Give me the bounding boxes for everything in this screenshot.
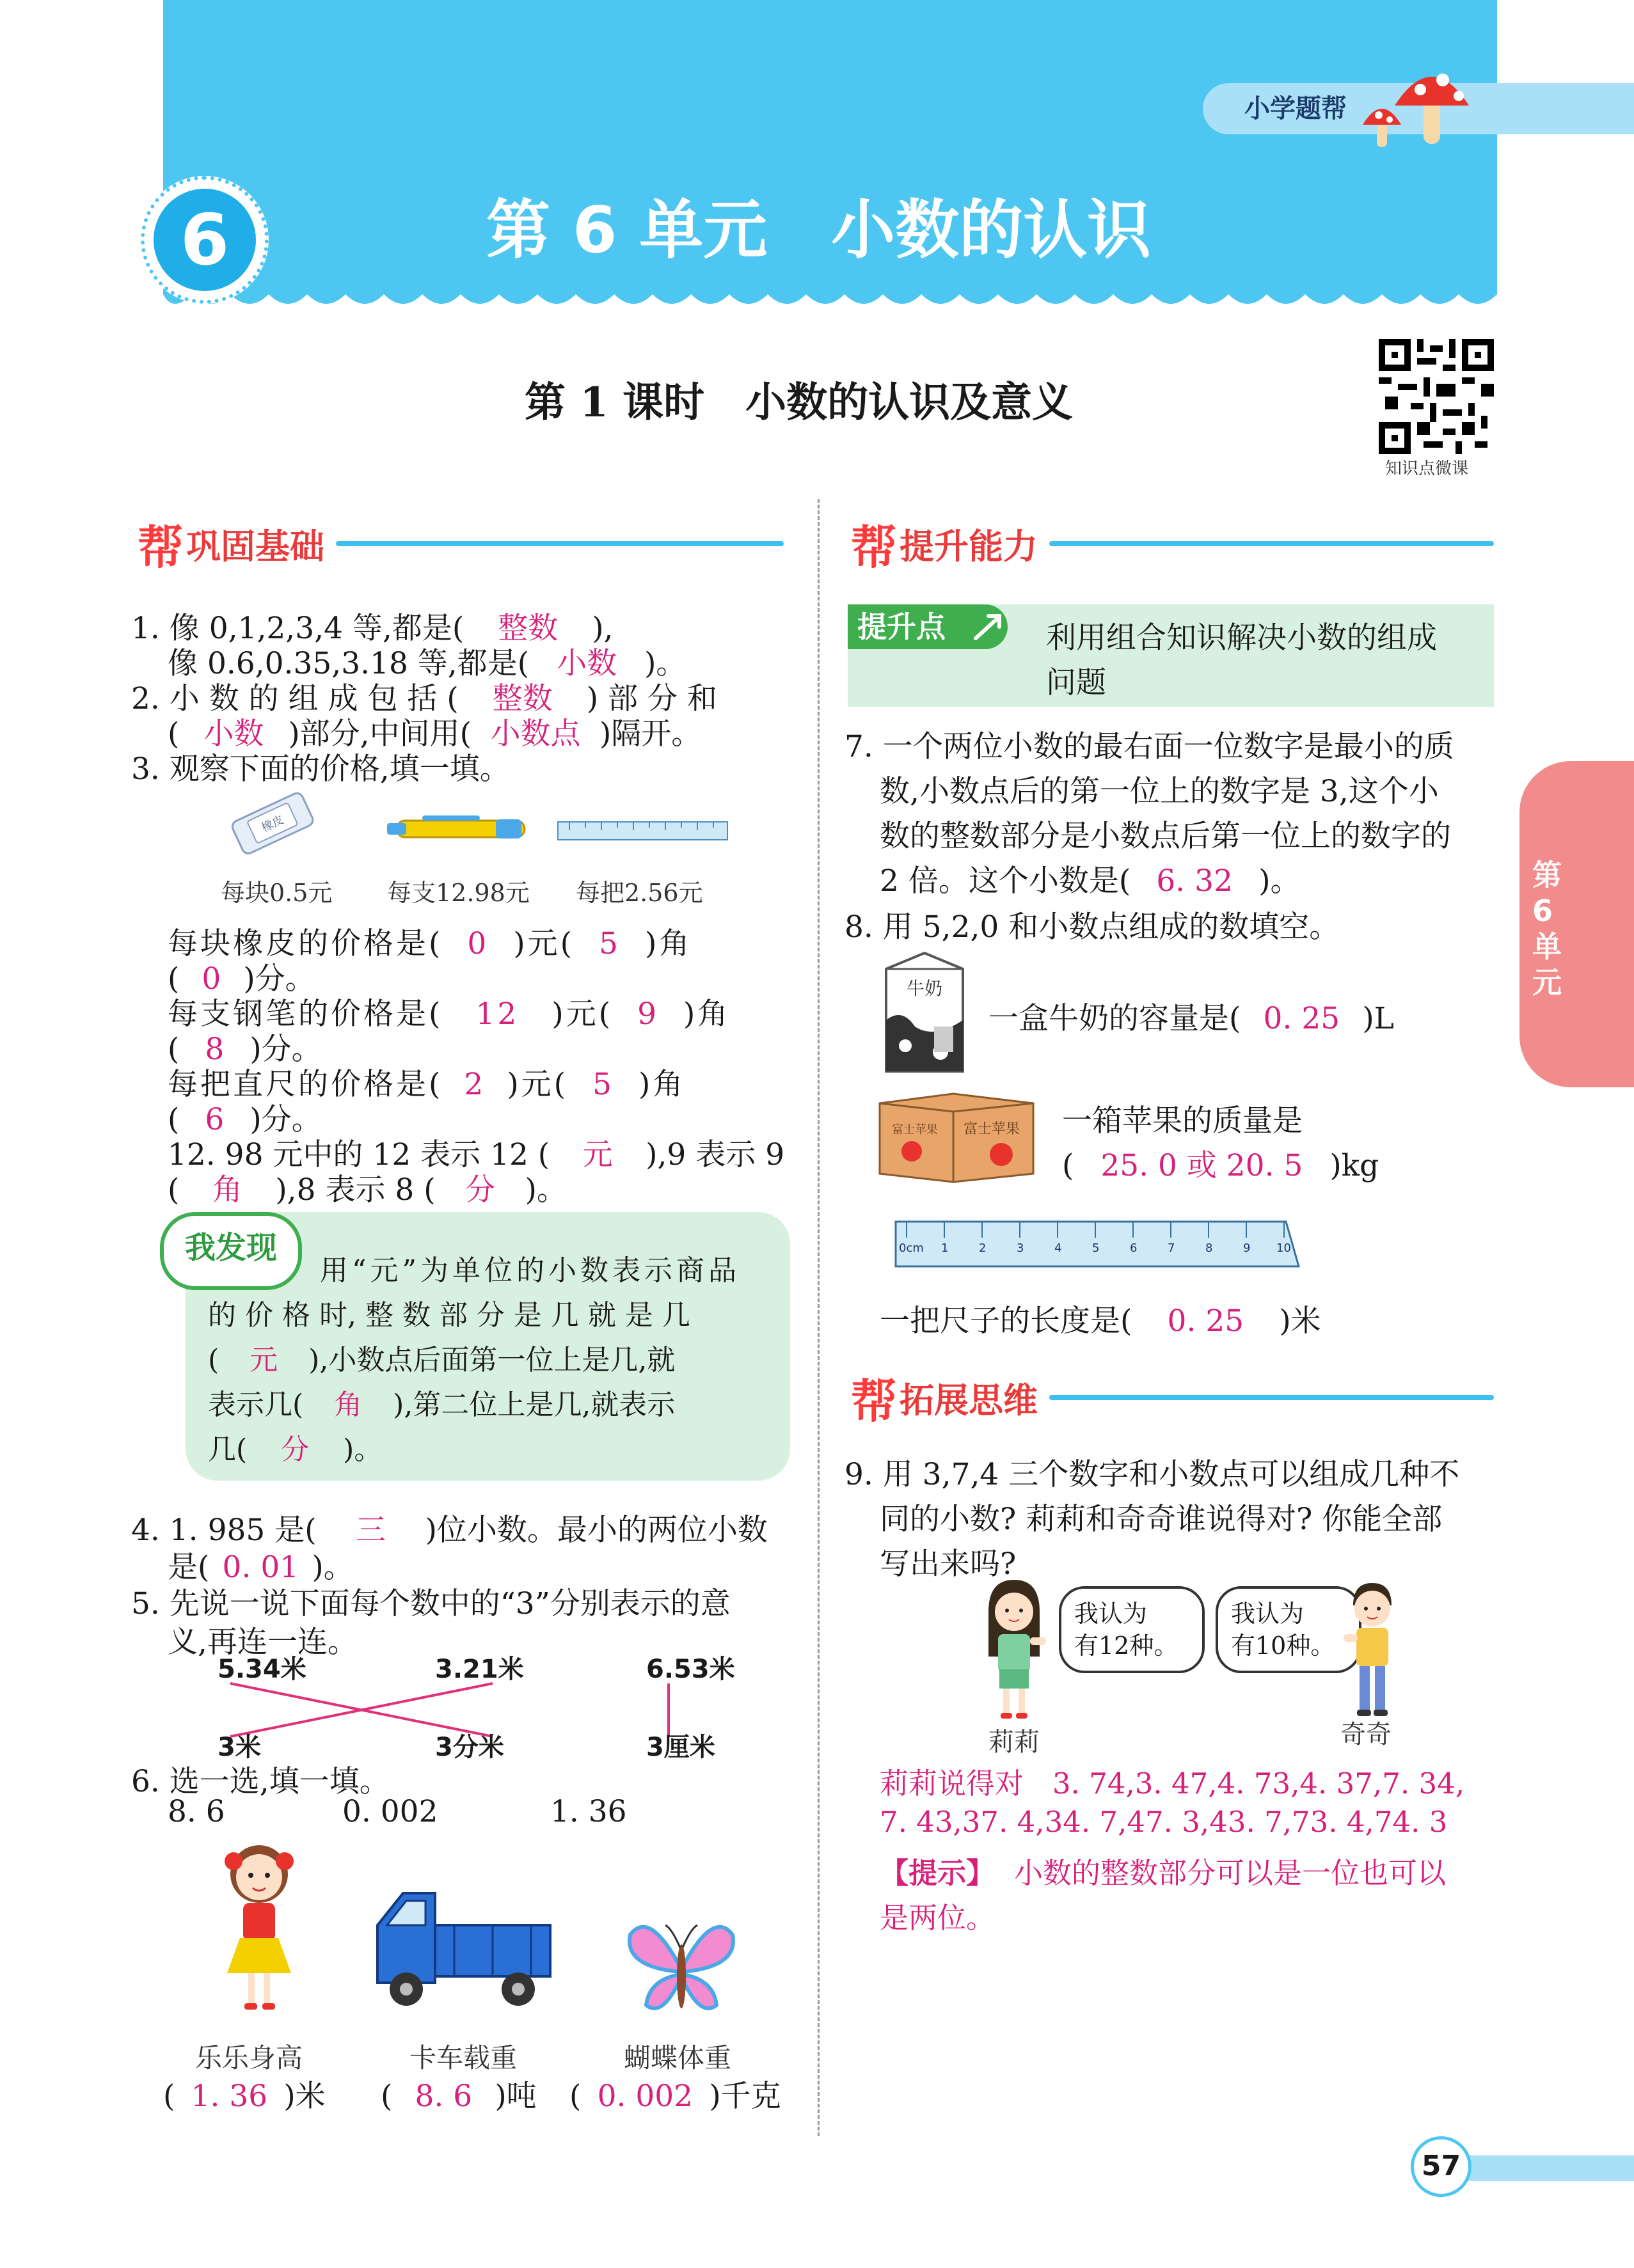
- q6-answer-2: ( 8. 6 )吨: [381, 2079, 537, 2114]
- q7-line4: 2 倍。这个小数是( 6. 32 )。: [880, 863, 1301, 899]
- q8-apple-line1: 一箱苹果的质量是: [1062, 1103, 1303, 1138]
- lesson-title: 第 1 课时 小数的认识及意义: [525, 379, 1074, 427]
- apple-box-icon: [876, 1087, 1036, 1183]
- answer: 小数点: [490, 716, 581, 752]
- q5-bottom-1: 3米: [218, 1733, 261, 1762]
- q3-pen-line2: ( 8 )分。: [168, 1032, 322, 1067]
- q6-answer-3: ( 0. 002 )千克: [569, 2079, 781, 2114]
- section-line: [336, 541, 784, 546]
- truck-icon: [365, 1887, 557, 2015]
- section-improve-header: [851, 508, 1494, 579]
- discover-label: 我发现: [160, 1212, 302, 1290]
- q9-line2: 同的小数? 莉莉和奇奇谁说得对? 你能全部: [880, 1502, 1443, 1537]
- ruler-tick: 4: [1054, 1241, 1062, 1255]
- qiqi-name: 奇奇: [1340, 1720, 1392, 1749]
- section-line: [1049, 1395, 1494, 1400]
- ruler-icon: [557, 819, 729, 844]
- section-badge: 帮: [851, 1374, 898, 1428]
- ruler-tick: 5: [1092, 1241, 1100, 1255]
- qr-caption: 知识点微课: [1385, 459, 1469, 478]
- ruler-tick: 6: [1130, 1241, 1138, 1255]
- banner-wave: [163, 275, 1497, 320]
- lili-icon: [979, 1580, 1049, 1721]
- section-badge: 帮: [851, 521, 898, 574]
- answer: 分: [465, 1172, 496, 1208]
- answer: 0. 002: [597, 2079, 694, 2114]
- tip-label: 提升点: [848, 604, 1008, 649]
- q7-line2: 数,小数点后的第一位上的数字是 3,这个小: [880, 774, 1439, 809]
- q3-ruler-line: 每把直尺的价格是( 2 )元( 5 )角: [168, 1067, 686, 1102]
- unit-title: 第 6 单元 小数的认识: [486, 193, 1152, 267]
- q5-line2: 义,再连一连。: [168, 1625, 358, 1660]
- section-badge: 帮: [138, 521, 184, 574]
- answer: 5: [599, 926, 621, 961]
- q3-ruler-line2: ( 6 )分。: [168, 1102, 322, 1137]
- answer: 12: [475, 996, 520, 1032]
- q5-line1: 5. 先说一说下面每个数中的“3”分别表示的意: [131, 1586, 731, 1621]
- answer: 25. 0 或 20. 5: [1100, 1148, 1303, 1183]
- q1-line2: 像 0.6,0.35,3.18 等,都是( 小数 )。: [168, 640, 686, 682]
- q3-meaning-line2: ( 角 ),8 表示 8 ( 分 )。: [168, 1166, 567, 1209]
- ruler-tick: 7: [1168, 1241, 1175, 1255]
- answer: 元: [582, 1137, 613, 1172]
- brand-name: 小学题帮: [1244, 94, 1347, 123]
- lili-name: 莉莉: [988, 1728, 1040, 1757]
- q4-line1: 4. 1. 985 是( 三 )位小数。最小的两位小数: [131, 1506, 768, 1549]
- q9-answer-line2: 7. 43,37. 4,34. 7,47. 3,43. 7,73. 4,74. 3: [880, 1805, 1448, 1839]
- tip-l1: 利用组合知识解决小数的组成: [1046, 620, 1437, 656]
- eraser-caption: 每块0.5元: [221, 879, 333, 907]
- answer: 整数: [498, 611, 559, 646]
- q9-hint-line2: 是两位。: [880, 1901, 995, 1935]
- section-line: [1049, 541, 1494, 546]
- answer: 1. 36: [191, 2079, 268, 2114]
- q6-option-1: 8. 6: [168, 1794, 225, 1829]
- answer: 三: [356, 1513, 386, 1548]
- ruler-caption: 每把2.56元: [576, 879, 703, 907]
- qr-code-icon[interactable]: [1379, 339, 1494, 454]
- q8-milk-line: 一盒牛奶的容量是( 0. 25 )L: [988, 1001, 1394, 1036]
- mushroom-icon: [1356, 61, 1478, 150]
- arrow-icon: [972, 613, 1004, 642]
- q8-apple-line2: ( 25. 0 或 20. 5 )kg: [1062, 1142, 1379, 1185]
- column-divider: [818, 499, 820, 2136]
- answer: 元: [250, 1344, 278, 1376]
- ruler-tick: 0cm: [899, 1241, 924, 1255]
- milk-carton-icon: [876, 950, 972, 1078]
- q7-line1: 7. 一个两位小数的最右面一位数字是最小的质: [845, 729, 1454, 764]
- q4-line2: 是( 0. 01 )。: [168, 1550, 354, 1585]
- answer: 角: [334, 1389, 363, 1421]
- ruler-tick: 8: [1205, 1241, 1213, 1255]
- qiqi-speech-bubble: 我认为 有10种。: [1216, 1586, 1361, 1673]
- answer: 0: [202, 961, 221, 996]
- answer: 8: [205, 1032, 225, 1067]
- q9-line3: 写出来吗?: [880, 1547, 1017, 1582]
- unit-number: 6: [180, 199, 230, 281]
- hint-label: 【提示】: [880, 1856, 995, 1890]
- lili-speech-bubble: 我认为 有12种。: [1059, 1586, 1205, 1673]
- butterfly-icon: [624, 1916, 739, 2024]
- answer: 5: [592, 1067, 614, 1102]
- q6-answer-1: ( 1. 36 )米: [163, 2079, 326, 2114]
- answer: 6: [205, 1102, 225, 1137]
- answer: 小数: [557, 646, 617, 681]
- box-label: 富士苹果: [892, 1123, 938, 1137]
- section-name: 拓展思维: [900, 1380, 1038, 1421]
- q9-hint-line1: 【提示】 小数的整数部分可以是一位也可以: [880, 1856, 1447, 1890]
- ruler-tick: 2: [979, 1241, 987, 1255]
- tip-l2: 问题: [1046, 665, 1106, 700]
- ruler-tick: 3: [1017, 1241, 1024, 1255]
- q5-top-2: 3.21米: [435, 1655, 524, 1684]
- answer: 0: [467, 926, 489, 961]
- section-extend-header: [851, 1362, 1494, 1433]
- answer: 6. 32: [1156, 863, 1233, 899]
- q6-caption-3: 蝴蝶体重: [624, 2042, 732, 2074]
- q3-eraser-line2: ( 0 )分。: [168, 961, 315, 996]
- q2-line2: ( 小数 )部分,中间用( 小数点 )隔开。: [168, 710, 701, 753]
- ruler-tick: 9: [1243, 1241, 1251, 1255]
- section-basic-header: [138, 508, 784, 579]
- qiqi-icon: [1340, 1580, 1404, 1721]
- q3-pen-line: 每支钢笔的价格是( 12 )元( 9 )角: [168, 996, 731, 1032]
- page-number: 57: [1411, 2136, 1471, 2197]
- discover-l3: ( 元 ),小数点后面第一位上是几,就: [208, 1337, 675, 1378]
- box-label: 富士苹果: [963, 1121, 1020, 1137]
- pen-icon: [384, 809, 537, 847]
- answer: 小数: [203, 716, 264, 752]
- q8-ruler-line: 一把尺子的长度是( 0. 25 )米: [880, 1303, 1321, 1339]
- q2-line1: 2. 小 数 的 组 成 包 括 ( 整数 ) 部 分 和: [131, 675, 717, 718]
- answer: 2: [464, 1067, 486, 1102]
- discover-l2: 的 价 格 时, 整 数 部 分 是 几 就 是 几: [208, 1299, 690, 1332]
- answer: 0. 01: [222, 1550, 299, 1585]
- q6-caption-2: 卡车载重: [409, 2042, 518, 2074]
- discover-l5: 几( 分 )。: [208, 1426, 382, 1467]
- q1-line1: 1. 像 0,1,2,3,4 等,都是( 整数 ),: [131, 604, 614, 647]
- answer: 角: [212, 1172, 242, 1208]
- q3-stem: 3. 观察下面的价格,填一填。: [131, 752, 510, 787]
- q5-bottom-3: 3厘米: [646, 1733, 715, 1762]
- q3-meaning-line: 12. 98 元中的 12 表示 12 ( 元 ),9 表示 9: [168, 1131, 784, 1174]
- ruler-tick: 1: [941, 1241, 949, 1255]
- section-name: 提升能力: [900, 526, 1038, 567]
- ruler-tick: 10: [1276, 1241, 1291, 1255]
- section-name: 巩固基础: [186, 526, 325, 567]
- girl-icon: [211, 1836, 307, 2015]
- q8-stem: 8. 用 5,2,0 和小数点组成的数填空。: [845, 910, 1340, 945]
- answer: 8. 6: [415, 2079, 473, 2114]
- q6-option-3: 1. 36: [550, 1794, 627, 1829]
- q3-eraser-line: 每块橡皮的价格是( 0 )元( 5 )角: [168, 926, 692, 961]
- answer: 整数: [492, 681, 553, 716]
- side-tab-label: 第6单元: [1532, 858, 1562, 1000]
- answer: 0. 25: [1167, 1303, 1244, 1339]
- q6-caption-1: 乐乐身高: [195, 2042, 303, 2074]
- q6-stem: 6. 选一选,填一填。: [131, 1764, 390, 1799]
- eraser-icon: [224, 787, 320, 857]
- discover-l4: 表示几( 角 ),第二位上是几,就表示: [208, 1382, 675, 1422]
- q5-top-1: 5.34米: [218, 1655, 306, 1684]
- q5-top-3: 6.53米: [646, 1655, 735, 1684]
- q5-bottom-2: 3分米: [435, 1733, 504, 1762]
- q7-line3: 数的整数部分是小数点后第一位上的数字的: [880, 819, 1451, 854]
- answer: 0. 25: [1263, 1001, 1340, 1036]
- answer: 9: [637, 996, 659, 1032]
- long-ruler-icon: [892, 1218, 1302, 1270]
- answer: 分: [281, 1433, 310, 1466]
- eraser-label: 橡皮: [259, 813, 287, 835]
- q9-line1: 9. 用 3,7,4 三个数字和小数点可以组成几种不: [845, 1457, 1460, 1492]
- footer-bar: [1465, 2155, 1634, 2181]
- q9-answer-line1: 莉莉说得对 3. 74,3. 47,4. 73,4. 37,7. 34,: [880, 1767, 1465, 1800]
- discover-l1: 用“元”为单位的小数表示商品: [320, 1254, 740, 1287]
- pen-caption: 每支12.98元: [387, 879, 530, 907]
- q6-option-2: 0. 002: [342, 1794, 438, 1829]
- milk-label: 牛奶: [906, 978, 943, 999]
